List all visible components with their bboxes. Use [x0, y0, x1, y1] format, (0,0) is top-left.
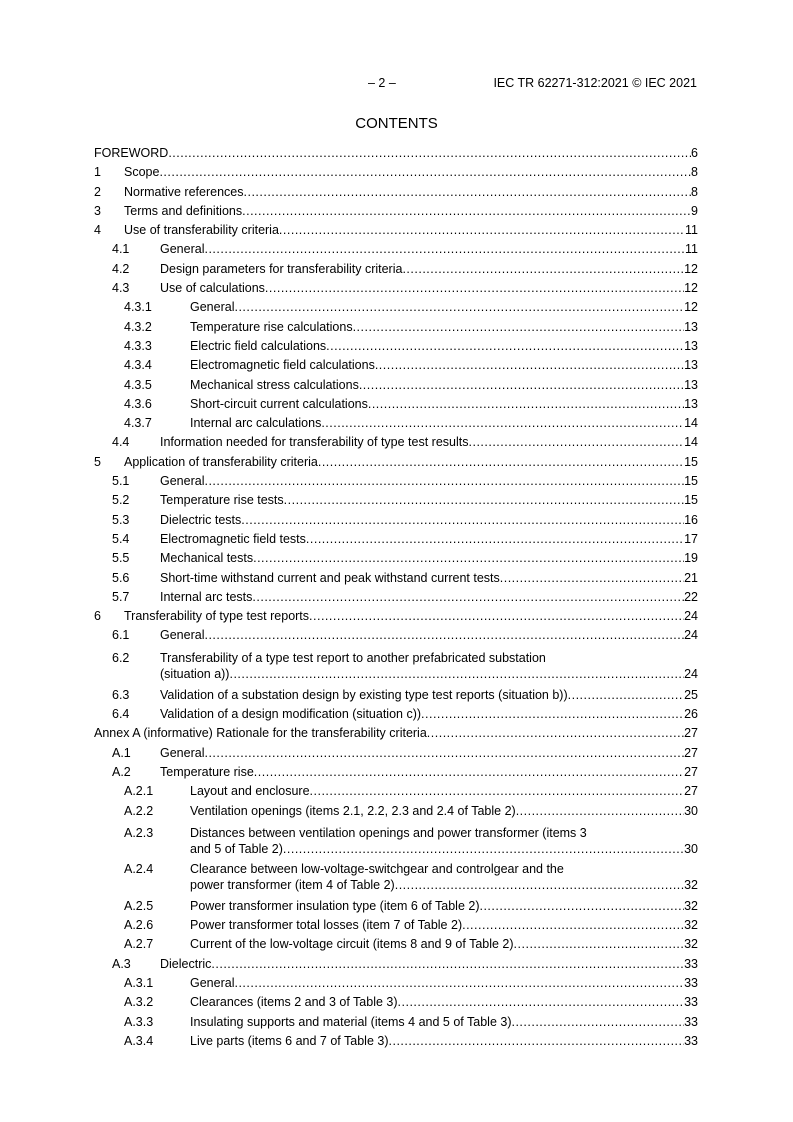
toc-entry[interactable] [94, 298, 698, 317]
toc-entry-number: 5.5 [112, 551, 130, 566]
toc-entry-number: 5 [94, 454, 101, 469]
dot-leader [284, 491, 684, 510]
toc-entry-page: 8 [691, 184, 698, 199]
toc-entry[interactable] [94, 588, 698, 607]
toc-entry-page: 33 [684, 956, 698, 971]
toc-entry-number: A.3.1 [124, 975, 154, 990]
dot-leader [204, 744, 684, 763]
dot-leader [254, 763, 684, 782]
toc-entry-page: 19 [684, 551, 698, 566]
dot-leader [211, 955, 684, 974]
toc-entry-title: General [190, 975, 235, 990]
toc-entry-number: A.2.2 [124, 803, 154, 818]
toc-entry-title: Terms and definitions [124, 203, 243, 218]
toc-entry[interactable] [94, 183, 698, 202]
toc-entry-number: 4.3.4 [124, 358, 152, 373]
toc-entry-title: General [160, 745, 205, 760]
toc-entry-title: Scope [124, 165, 160, 180]
toc-entry-title: Information needed for transferability of type test results [160, 435, 469, 450]
toc-entry[interactable] [94, 511, 698, 530]
toc-entry-number: 4.4 [112, 435, 130, 450]
toc-entry-page: 25 [684, 687, 698, 702]
toc-entry-title: Insulating supports and material (items 4 and 5 of Table 3) [190, 1014, 512, 1029]
toc-entry-title: Ventilation openings (items 2.1, 2.2, 2.3 and 2.4 of Table 2) [190, 803, 516, 818]
toc-entry-page: 33 [684, 975, 698, 990]
toc-entry-page: 14 [684, 416, 698, 431]
dot-leader [309, 607, 684, 626]
toc-entry[interactable] [94, 433, 698, 452]
toc-entry-page: 30 [684, 803, 698, 818]
dot-leader [279, 221, 685, 240]
toc-entry-number: 5.3 [112, 512, 130, 527]
dot-leader [321, 414, 684, 433]
toc-entry-number: A.2.6 [124, 918, 154, 933]
toc-entry-title: Validation of a design modification (situation c)) [160, 707, 422, 722]
toc-entry-page: 27 [684, 726, 698, 741]
toc-entry-number: 4.1 [112, 242, 130, 257]
toc-entry-title: Temperature rise tests [160, 493, 284, 508]
dot-leader [368, 395, 684, 414]
toc-entry-number: 5.4 [112, 531, 130, 546]
toc-entry-title: Mechanical tests [160, 551, 254, 566]
toc-entry-page: 26 [684, 707, 698, 722]
toc-entry-title: Electric field calculations [190, 338, 327, 353]
toc-entry-title: Short-circuit current calculations [190, 396, 368, 411]
toc-entry-title-continued: (situation a)) [160, 666, 230, 681]
toc-entry-page: 15 [684, 493, 698, 508]
document-id: IEC TR 62271-312:2021 © IEC 2021 [493, 76, 697, 90]
toc-entry-page: 33 [684, 1033, 698, 1048]
toc-entry-page: 16 [684, 512, 698, 527]
dot-leader [244, 183, 692, 202]
toc-entry[interactable] [94, 993, 698, 1012]
toc-entry-number: A.1 [112, 745, 131, 760]
toc-entry-number: A.3.2 [124, 995, 154, 1010]
toc-entry-title: Dielectric [160, 956, 212, 971]
toc-entry-title: General [160, 628, 205, 643]
toc-entry[interactable] [94, 825, 698, 857]
toc-entry-title: Use of transferability criteria [124, 223, 279, 238]
dot-leader [398, 993, 685, 1012]
toc-entry[interactable] [94, 782, 698, 801]
dot-leader [462, 916, 684, 935]
toc-entry-title: Layout and enclosure [190, 784, 310, 799]
toc-entry-number: A.2.7 [124, 937, 154, 952]
toc-entry[interactable] [94, 395, 698, 414]
toc-entry-title: Electromagnetic field tests [160, 531, 306, 546]
toc-entry-number: A.2.3 [124, 825, 154, 840]
toc-entry-page: 21 [684, 570, 698, 585]
toc-entry[interactable] [94, 686, 698, 705]
toc-entry-title: Use of calculations [160, 281, 265, 296]
toc-entry-title: Current of the low-voltage circuit (items 8 and 9 of Table 2) [190, 937, 514, 952]
toc-entry-title: Annex A (informative) Rationale for the transferability criteria [94, 726, 427, 741]
toc-entry-number: A.3.3 [124, 1014, 154, 1029]
toc-entry[interactable] [94, 279, 698, 298]
dot-leader [204, 626, 684, 645]
toc-entry[interactable] [94, 221, 698, 240]
dot-leader [234, 974, 684, 993]
toc-entry-page: 27 [684, 784, 698, 799]
dot-leader [241, 511, 684, 530]
toc-entry-number: 3 [94, 203, 101, 218]
toc-entry-page: 12 [684, 281, 698, 296]
toc-entry[interactable] [94, 607, 698, 626]
toc-entry-page: 17 [684, 531, 698, 546]
toc-entry[interactable] [94, 724, 698, 743]
toc-entry-page: 13 [684, 396, 698, 411]
toc-entry-number: 5.6 [112, 570, 130, 585]
toc-entry-page: 11 [685, 223, 698, 238]
dot-leader [242, 202, 691, 221]
toc-entry-number: 4.3.6 [124, 396, 152, 411]
dot-leader [310, 782, 685, 801]
dot-leader [511, 1013, 684, 1032]
toc-entry-number: 4.3.3 [124, 338, 152, 353]
toc-entry-title: FOREWORD [94, 146, 169, 160]
toc-entry-page: 6 [691, 146, 698, 160]
toc-entry-page: 24 [684, 666, 698, 681]
dot-leader [234, 298, 684, 317]
toc-entry-page: 13 [684, 358, 698, 373]
dot-leader [168, 144, 691, 163]
toc-entry-title: Temperature rise calculations [190, 319, 353, 334]
toc-entry[interactable] [94, 530, 698, 549]
toc-entry-title: Power transformer insulation type (item 6 of Table 2) [190, 898, 480, 913]
dot-leader [421, 705, 684, 724]
toc-entry-number: A.2.5 [124, 898, 154, 913]
dot-leader [500, 569, 684, 588]
toc-entry[interactable] [94, 935, 698, 954]
table-of-contents [94, 144, 698, 1051]
toc-entry-page: 12 [684, 300, 698, 315]
toc-entry-number: 5.1 [112, 474, 130, 489]
dot-leader [375, 356, 684, 375]
dot-leader [252, 588, 684, 607]
toc-entry-number: 4.3.5 [124, 377, 152, 392]
toc-entry-page: 33 [684, 995, 698, 1010]
toc-entry[interactable] [94, 763, 698, 782]
toc-entry-number: 4.2 [112, 261, 130, 276]
toc-entry-number: 4.3.7 [124, 416, 152, 431]
dot-leader [479, 897, 684, 916]
toc-entry-number: 4.3.1 [124, 300, 152, 315]
toc-entry-title: Transferability of a type test report to another prefabricated substation [160, 650, 546, 665]
toc-entry[interactable] [94, 144, 698, 163]
toc-entry-title: Short-time withstand current and peak withstand current tests [160, 570, 500, 585]
toc-entry[interactable] [94, 861, 698, 893]
toc-entry-title: Validation of a substation design by existing type test reports (situation b)) [160, 687, 568, 702]
toc-entry[interactable] [94, 472, 698, 491]
toc-entry-page: 12 [684, 261, 698, 276]
toc-entry[interactable] [94, 376, 698, 395]
toc-entry-title: Distances between ventilation openings and power transformer (items 3 [190, 825, 587, 840]
toc-entry[interactable] [94, 240, 698, 259]
toc-entry[interactable] [94, 453, 698, 472]
page-header [0, 76, 793, 92]
toc-entry-title: Temperature rise [160, 764, 254, 779]
toc-entry[interactable] [94, 916, 698, 935]
toc-entry-title: Dielectric tests [160, 512, 242, 527]
toc-entry[interactable] [94, 802, 698, 821]
toc-entry-number: 6 [94, 609, 101, 624]
toc-entry-number: A.3.4 [124, 1033, 154, 1048]
toc-entry-page: 30 [684, 841, 698, 856]
toc-entry[interactable] [94, 163, 698, 182]
toc-entry-page: 9 [691, 203, 698, 218]
toc-entry-page: 32 [684, 937, 698, 952]
toc-entry-page: 24 [684, 609, 698, 624]
dot-leader [326, 337, 684, 356]
toc-entry-number: 6.4 [112, 707, 130, 722]
dot-leader [568, 686, 684, 705]
toc-entry-page: 32 [684, 918, 698, 933]
dot-leader [283, 841, 684, 857]
toc-entry-number: A.2.1 [124, 784, 154, 799]
toc-entry-title: Clearance between low-voltage-switchgear and controlgear and the [190, 861, 564, 876]
toc-entry[interactable] [94, 974, 698, 993]
toc-entry[interactable] [94, 414, 698, 433]
toc-entry-page: 13 [684, 377, 698, 392]
toc-entry-page: 22 [684, 589, 698, 604]
page-title: CONTENTS [355, 115, 438, 132]
toc-entry-title: General [160, 242, 205, 257]
toc-entry[interactable] [94, 744, 698, 763]
toc-entry[interactable] [94, 569, 698, 588]
toc-entry[interactable] [94, 650, 698, 682]
toc-entry-page: 32 [684, 877, 698, 892]
dot-leader [395, 877, 684, 893]
toc-entry-title: Internal arc tests [160, 589, 253, 604]
toc-entry[interactable] [94, 955, 698, 974]
toc-entry[interactable] [94, 626, 698, 645]
dot-leader [306, 530, 684, 549]
toc-entry-page: 8 [691, 165, 698, 180]
toc-entry-page: 27 [684, 764, 698, 779]
dot-leader [353, 318, 685, 337]
toc-entry[interactable] [94, 337, 698, 356]
toc-entry-title: Normative references [124, 184, 244, 199]
dot-leader [514, 935, 685, 954]
toc-entry[interactable] [94, 491, 698, 510]
toc-entry-number: 6.3 [112, 687, 130, 702]
dot-leader [265, 279, 684, 298]
toc-entry-title: Application of transferability criteria [124, 454, 318, 469]
toc-entry-number: 1 [94, 165, 101, 180]
toc-entry[interactable] [94, 705, 698, 724]
dot-leader [318, 453, 684, 472]
toc-entry-number: 5.7 [112, 589, 130, 604]
toc-entry-number: 5.2 [112, 493, 130, 508]
toc-entry-number: 4.3.2 [124, 319, 152, 334]
dot-leader [159, 163, 691, 182]
dot-leader [389, 1032, 685, 1051]
toc-entry[interactable] [94, 549, 698, 568]
toc-entry[interactable] [94, 897, 698, 916]
toc-entry-page: 13 [684, 319, 698, 334]
toc-entry-number: A.3 [112, 956, 131, 971]
toc-entry-title: Transferability of type test reports [124, 609, 310, 624]
toc-entry-title: General [190, 300, 235, 315]
toc-entry[interactable] [94, 318, 698, 337]
toc-entry-title: Electromagnetic field calculations [190, 358, 375, 373]
toc-entry-title: Power transformer total losses (item 7 of Table 2) [190, 918, 463, 933]
toc-entry-page: 15 [684, 474, 698, 489]
toc-entry-title: General [160, 474, 205, 489]
dot-leader [516, 802, 684, 821]
dot-leader [204, 240, 685, 259]
toc-entry-title: Live parts (items 6 and 7 of Table 3) [190, 1033, 389, 1048]
dot-leader [469, 433, 685, 452]
toc-entry-page: 15 [684, 454, 698, 469]
toc-entry-number: A.2 [112, 764, 131, 779]
toc-entry-number: 4.3 [112, 281, 130, 296]
toc-entry-number: 6.1 [112, 628, 130, 643]
dot-leader [229, 666, 684, 682]
toc-entry-number: 4 [94, 223, 101, 238]
toc-entry-page: 13 [684, 338, 698, 353]
dot-leader [427, 724, 684, 743]
toc-entry[interactable] [94, 1013, 698, 1032]
dot-leader [359, 376, 684, 395]
toc-entry-number: A.2.4 [124, 861, 154, 876]
toc-entry-page: 27 [684, 745, 698, 760]
toc-entry-number: 2 [94, 184, 101, 199]
toc-entry[interactable] [94, 260, 698, 279]
toc-entry-title: Internal arc calculations [190, 416, 322, 431]
dot-leader [204, 472, 684, 491]
toc-entry-number: 6.2 [112, 650, 130, 665]
toc-entry-page: 33 [684, 1014, 698, 1029]
toc-entry-title: Clearances (items 2 and 3 of Table 3) [190, 995, 398, 1010]
toc-entry[interactable] [94, 202, 698, 221]
toc-entry-title-continued: and 5 of Table 2) [190, 841, 283, 856]
toc-entry[interactable] [94, 1032, 698, 1051]
toc-entry-title: Design parameters for transferability criteria [160, 261, 403, 276]
toc-entry-page: 32 [684, 898, 698, 913]
page-number: – 2 – [368, 76, 396, 90]
dot-leader [253, 549, 684, 568]
dot-leader [402, 260, 684, 279]
toc-entry-title-continued: power transformer (item 4 of Table 2) [190, 877, 395, 892]
toc-entry-page: 24 [684, 628, 698, 643]
toc-entry-title: Mechanical stress calculations [190, 377, 359, 392]
toc-entry-page: 14 [684, 435, 698, 450]
toc-entry[interactable] [94, 356, 698, 375]
toc-entry-page: 11 [685, 242, 698, 257]
